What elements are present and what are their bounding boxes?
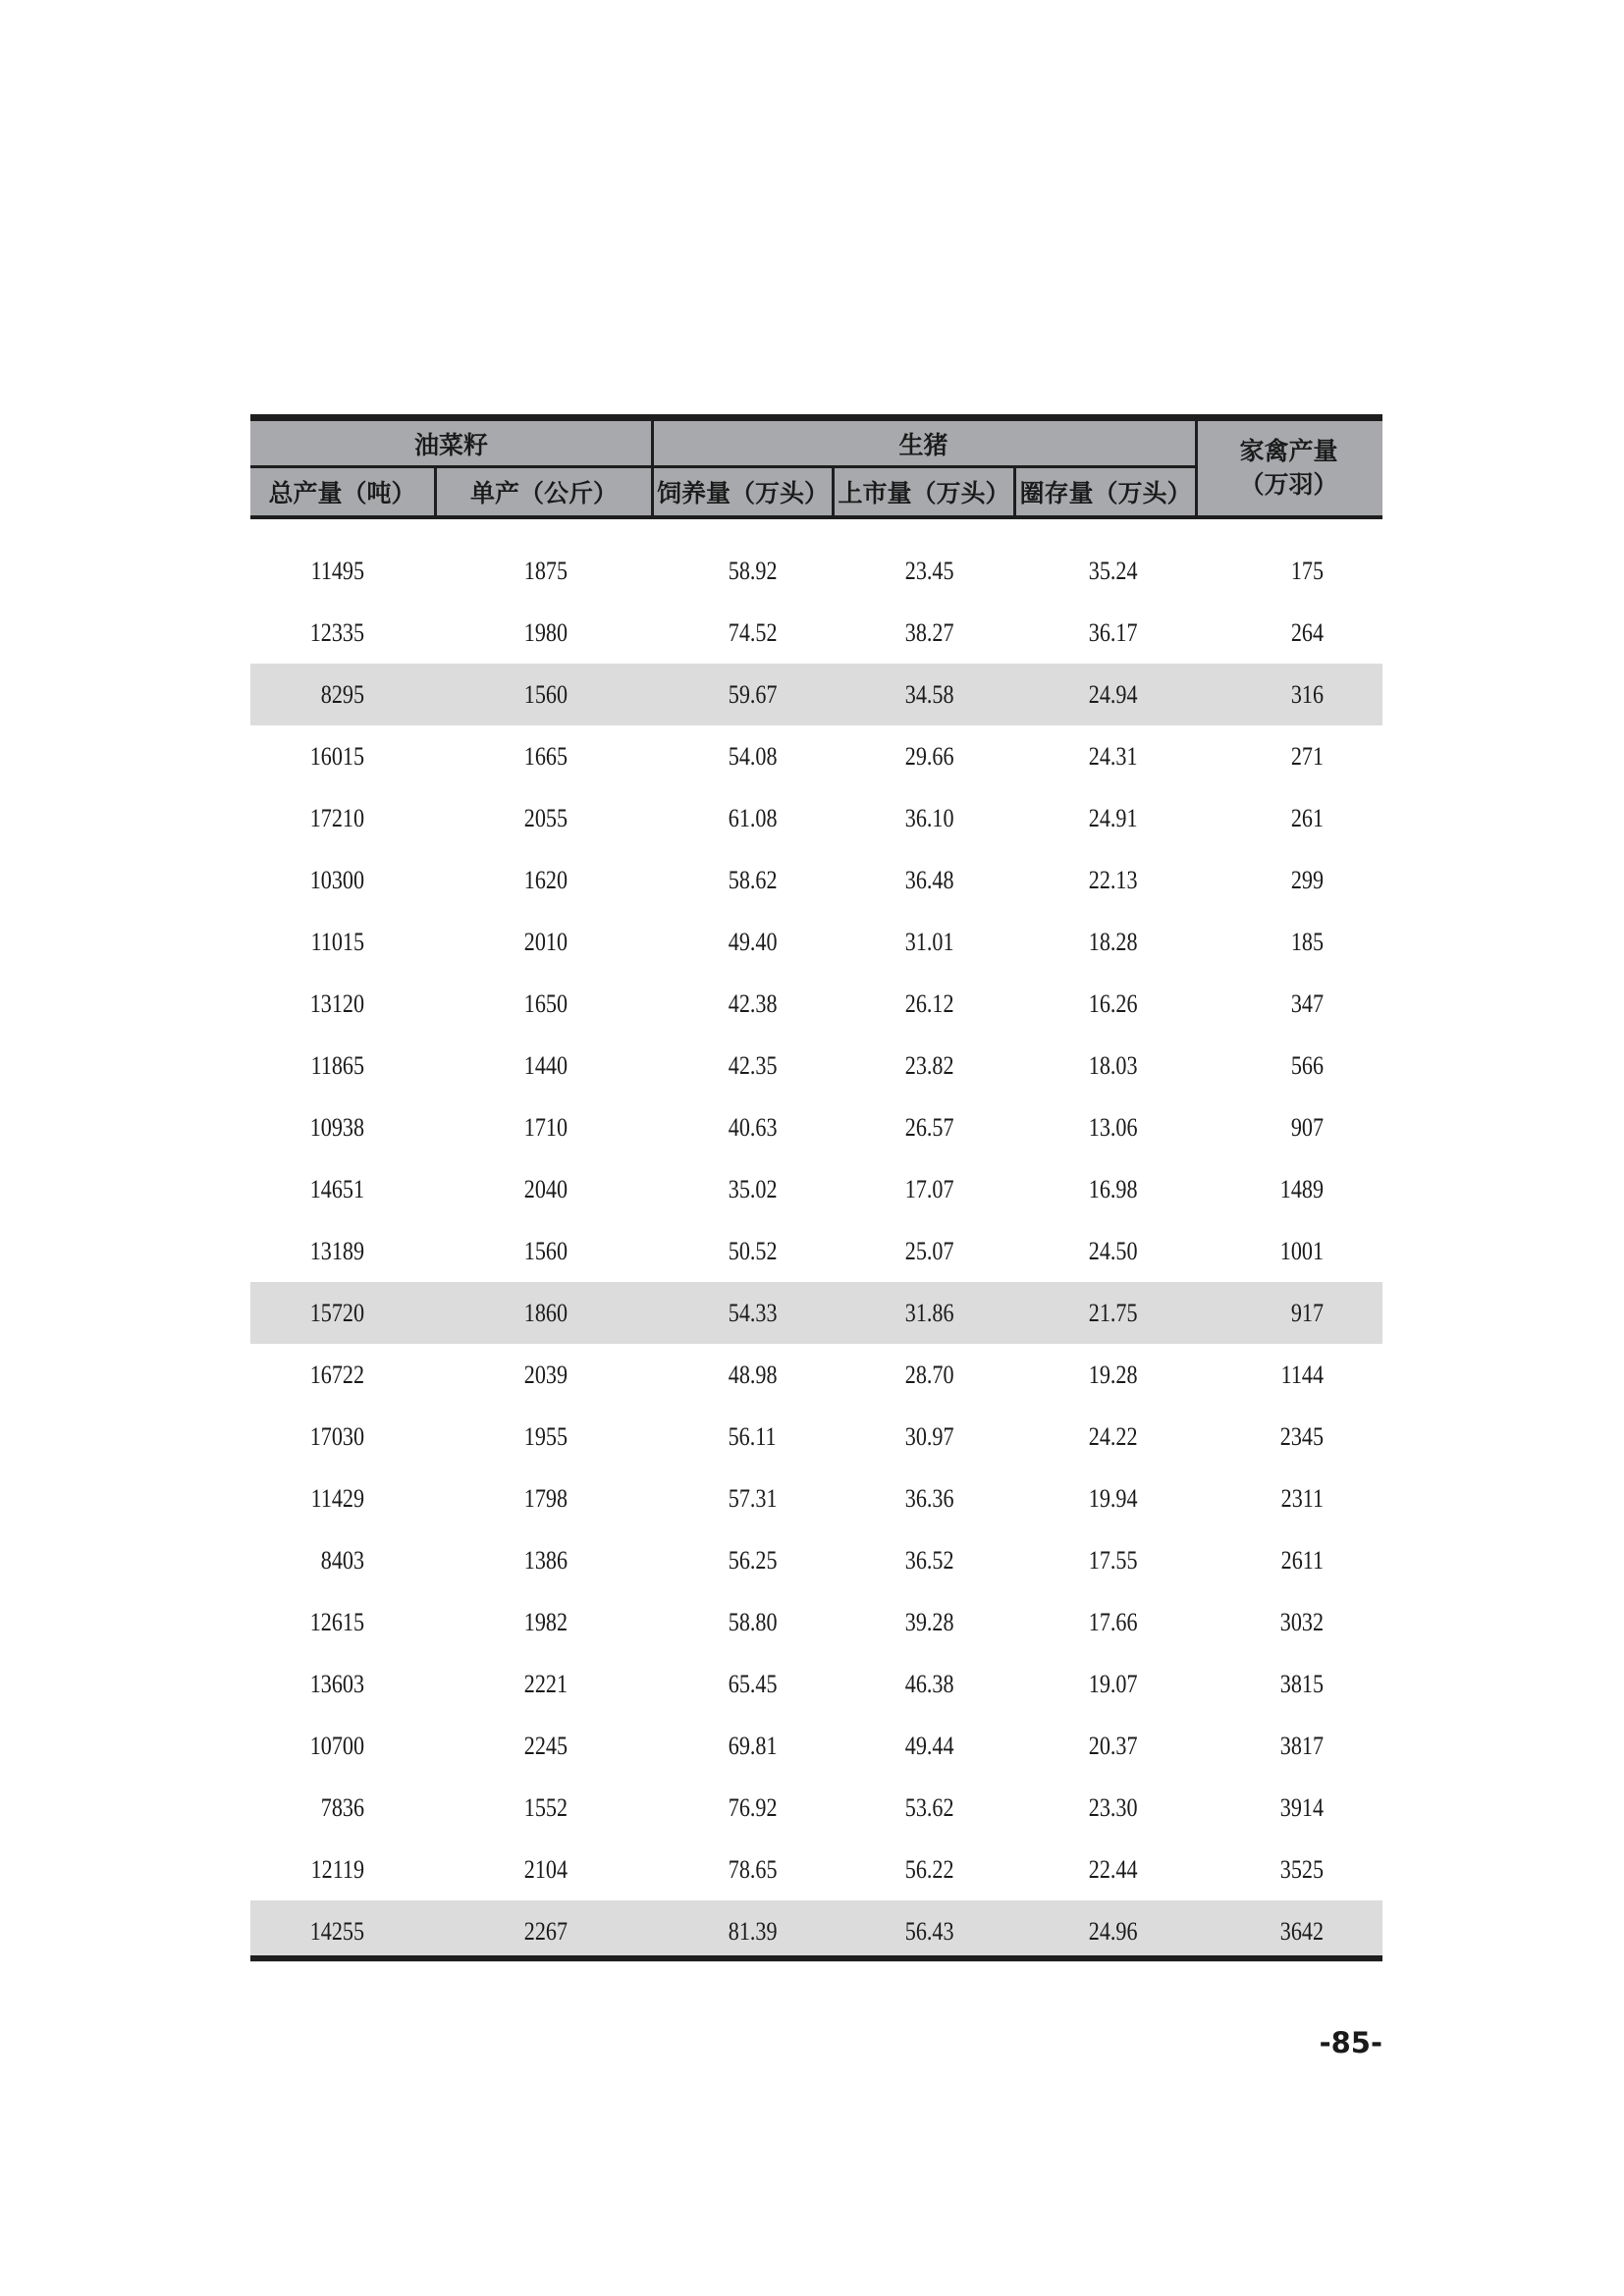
column-header-total-output: 总产量（吨）: [268, 479, 416, 507]
cell-yield: 1798: [523, 1484, 568, 1513]
table-row: [250, 911, 1382, 973]
cell-poultry: 3642: [1279, 1917, 1324, 1946]
table-row: [250, 540, 1382, 602]
cell-stock: 24.31: [1088, 742, 1137, 771]
cell-stock: 35.24: [1088, 557, 1137, 585]
table-row: [250, 1900, 1382, 1962]
cell-poultry: 316: [1290, 680, 1324, 709]
header-divider: [1195, 421, 1198, 515]
cell-marketed: 23.82: [904, 1051, 953, 1080]
table-row: [250, 725, 1382, 787]
cell-yield: 1875: [523, 557, 568, 585]
cell-marketed: 36.48: [904, 866, 953, 894]
group-header-pigs: 生猪: [898, 431, 948, 459]
cell-marketed: 31.01: [904, 928, 953, 956]
cell-raised: 76.92: [728, 1793, 777, 1822]
cell-yield: 2104: [523, 1855, 568, 1884]
cell-marketed: 30.97: [904, 1422, 953, 1451]
cell-yield: 1982: [523, 1608, 568, 1636]
cell-total-output: 11015: [310, 928, 364, 956]
cell-total-output: 12119: [310, 1855, 364, 1884]
poultry-header-line1: 家禽产量: [1239, 437, 1338, 465]
cell-poultry: 2611: [1280, 1546, 1324, 1575]
cell-total-output: 8295: [320, 680, 364, 709]
table-row: [250, 1035, 1382, 1096]
cell-poultry: 917: [1290, 1299, 1324, 1327]
cell-stock: 18.28: [1088, 928, 1137, 956]
table-row: [250, 1096, 1382, 1158]
cell-poultry: 347: [1290, 989, 1324, 1018]
cell-poultry: 2311: [1280, 1484, 1324, 1513]
cell-stock: 24.22: [1088, 1422, 1137, 1451]
cell-poultry: 566: [1290, 1051, 1324, 1080]
column-header-raised: 饲养量（万头）: [656, 479, 829, 507]
cell-poultry: 1144: [1280, 1361, 1324, 1389]
cell-raised: 50.52: [728, 1237, 777, 1265]
cell-poultry: 1489: [1279, 1175, 1324, 1203]
cell-poultry: 261: [1290, 804, 1324, 832]
table-row: [250, 664, 1382, 725]
cell-total-output: 14255: [309, 1917, 364, 1946]
cell-marketed: 23.45: [904, 557, 953, 585]
group-header-poultry: [1195, 421, 1382, 515]
cell-stock: 24.96: [1088, 1917, 1137, 1946]
table-row: [250, 1715, 1382, 1777]
cell-poultry: 3815: [1279, 1670, 1324, 1698]
table-row: [250, 1468, 1382, 1529]
cell-total-output: 13120: [309, 989, 364, 1018]
cell-raised: 54.33: [728, 1299, 777, 1327]
table-row: [250, 1344, 1382, 1406]
table-top-rule: [250, 414, 1382, 421]
cell-yield: 2245: [523, 1732, 568, 1760]
cell-marketed: 39.28: [904, 1608, 953, 1636]
cell-total-output: 13189: [309, 1237, 364, 1265]
cell-marketed: 56.22: [904, 1855, 953, 1884]
cell-poultry: 1001: [1279, 1237, 1324, 1265]
data-table: [250, 414, 1382, 1962]
cell-yield: 1552: [523, 1793, 568, 1822]
cell-total-output: 14651: [309, 1175, 364, 1203]
cell-marketed: 46.38: [904, 1670, 953, 1698]
cell-poultry: 185: [1290, 928, 1324, 956]
table-row: [250, 602, 1382, 664]
cell-raised: 56.25: [728, 1546, 777, 1575]
cell-stock: 19.94: [1088, 1484, 1137, 1513]
cell-marketed: 17.07: [904, 1175, 953, 1203]
cell-total-output: 15720: [309, 1299, 364, 1327]
cell-poultry: 3032: [1279, 1608, 1324, 1636]
cell-total-output: 17030: [309, 1422, 364, 1451]
cell-marketed: 29.66: [904, 742, 953, 771]
cell-poultry: 2345: [1279, 1422, 1324, 1451]
cell-total-output: 10700: [309, 1732, 364, 1760]
cell-raised: 54.08: [728, 742, 777, 771]
cell-yield: 1560: [523, 680, 568, 709]
cell-raised: 78.65: [728, 1855, 777, 1884]
column-header-yield: 单产（公斤）: [469, 479, 618, 507]
cell-marketed: 28.70: [904, 1361, 953, 1389]
table-row: [250, 1777, 1382, 1839]
cell-total-output: 12615: [309, 1608, 364, 1636]
cell-total-output: 16015: [309, 742, 364, 771]
cell-raised: 48.98: [728, 1361, 777, 1389]
cell-poultry: 3914: [1279, 1793, 1324, 1822]
cell-marketed: 34.58: [904, 680, 953, 709]
cell-total-output: 8403: [320, 1546, 364, 1575]
cell-stock: 22.44: [1088, 1855, 1137, 1884]
cell-total-output: 16722: [309, 1361, 364, 1389]
cell-raised: 65.45: [728, 1670, 777, 1698]
cell-stock: 23.30: [1088, 1793, 1137, 1822]
table-header: [250, 421, 1382, 515]
table-row: [250, 1220, 1382, 1282]
cell-marketed: 26.12: [904, 989, 953, 1018]
group-header-rapeseed: 油菜籽: [413, 431, 488, 459]
cell-raised: 74.52: [728, 618, 777, 647]
cell-stock: 16.98: [1088, 1175, 1137, 1203]
cell-raised: 81.39: [728, 1917, 777, 1946]
cell-poultry: 3817: [1279, 1732, 1324, 1760]
cell-stock: 22.13: [1088, 866, 1137, 894]
cell-raised: 58.80: [728, 1608, 777, 1636]
page-number: -85-: [1319, 2026, 1382, 2059]
cell-marketed: 25.07: [904, 1237, 953, 1265]
cell-stock: 20.37: [1088, 1732, 1137, 1760]
cell-stock: 21.75: [1088, 1299, 1137, 1327]
cell-yield: 2221: [523, 1670, 568, 1698]
cell-stock: 36.17: [1088, 618, 1137, 647]
cell-raised: 59.67: [728, 680, 777, 709]
table-bottom-rule: [250, 1955, 1382, 1961]
cell-raised: 42.35: [728, 1051, 777, 1080]
cell-poultry: 175: [1290, 557, 1324, 585]
cell-marketed: 53.62: [904, 1793, 953, 1822]
cell-poultry: 907: [1290, 1113, 1324, 1142]
cell-stock: 17.66: [1088, 1608, 1137, 1636]
cell-total-output: 10300: [309, 866, 364, 894]
cell-yield: 1710: [523, 1113, 568, 1142]
cell-raised: 49.40: [728, 928, 777, 956]
cell-stock: 16.26: [1088, 989, 1137, 1018]
cell-raised: 56.11: [729, 1422, 777, 1451]
cell-marketed: 49.44: [904, 1732, 953, 1760]
cell-yield: 1386: [523, 1546, 568, 1575]
table-row: [250, 1529, 1382, 1591]
column-header-marketed: 上市量（万头）: [838, 479, 1010, 507]
cell-stock: 24.94: [1088, 680, 1137, 709]
cell-raised: 35.02: [728, 1175, 777, 1203]
cell-poultry: 264: [1290, 618, 1324, 647]
cell-raised: 40.63: [728, 1113, 777, 1142]
cell-total-output: 10938: [309, 1113, 364, 1142]
cell-total-output: 7836: [320, 1793, 364, 1822]
cell-raised: 61.08: [728, 804, 777, 832]
cell-raised: 57.31: [728, 1484, 777, 1513]
cell-yield: 1440: [523, 1051, 568, 1080]
cell-marketed: 36.52: [904, 1546, 953, 1575]
cell-marketed: 31.86: [904, 1299, 953, 1327]
table-row: [250, 973, 1382, 1035]
cell-raised: 58.62: [728, 866, 777, 894]
poultry-header-line2: （万羽）: [1239, 470, 1338, 499]
table-row: [250, 1406, 1382, 1468]
cell-yield: 1980: [523, 618, 568, 647]
cell-yield: 2055: [523, 804, 568, 832]
cell-raised: 42.38: [728, 989, 777, 1018]
cell-yield: 2040: [523, 1175, 568, 1203]
table-row: [250, 1591, 1382, 1653]
cell-yield: 1860: [523, 1299, 568, 1327]
cell-stock: 19.28: [1088, 1361, 1137, 1389]
cell-poultry: 3525: [1279, 1855, 1324, 1884]
cell-stock: 24.50: [1088, 1237, 1137, 1265]
table-row: [250, 787, 1382, 849]
cell-poultry: 299: [1290, 866, 1324, 894]
cell-yield: 2267: [523, 1917, 568, 1946]
cell-yield: 1560: [523, 1237, 568, 1265]
cell-raised: 58.92: [728, 557, 777, 585]
cell-marketed: 36.10: [904, 804, 953, 832]
table-body: [250, 519, 1382, 1962]
cell-total-output: 11495: [310, 557, 364, 585]
cell-stock: 24.91: [1088, 804, 1137, 832]
cell-marketed: 38.27: [904, 618, 953, 647]
table-row: [250, 1653, 1382, 1715]
cell-total-output: 13603: [309, 1670, 364, 1698]
cell-yield: 1650: [523, 989, 568, 1018]
cell-stock: 17.55: [1088, 1546, 1137, 1575]
table-row: [250, 1839, 1382, 1900]
table-row: [250, 849, 1382, 911]
cell-total-output: 11865: [310, 1051, 364, 1080]
cell-yield: 1665: [523, 742, 568, 771]
cell-yield: 1620: [523, 866, 568, 894]
cell-stock: 18.03: [1088, 1051, 1137, 1080]
cell-yield: 2039: [523, 1361, 568, 1389]
column-header-stock: 圈存量（万头）: [1019, 479, 1192, 507]
cell-marketed: 26.57: [904, 1113, 953, 1142]
cell-marketed: 36.36: [904, 1484, 953, 1513]
cell-stock: 13.06: [1088, 1113, 1137, 1142]
table-row: [250, 1158, 1382, 1220]
cell-poultry: 271: [1290, 742, 1324, 771]
cell-stock: 19.07: [1088, 1670, 1137, 1698]
cell-yield: 1955: [523, 1422, 568, 1451]
cell-total-output: 17210: [309, 804, 364, 832]
table-row: [250, 1282, 1382, 1344]
cell-total-output: 12335: [309, 618, 364, 647]
cell-marketed: 56.43: [904, 1917, 953, 1946]
cell-raised: 69.81: [728, 1732, 777, 1760]
cell-yield: 2010: [523, 928, 568, 956]
cell-total-output: 11429: [310, 1484, 364, 1513]
